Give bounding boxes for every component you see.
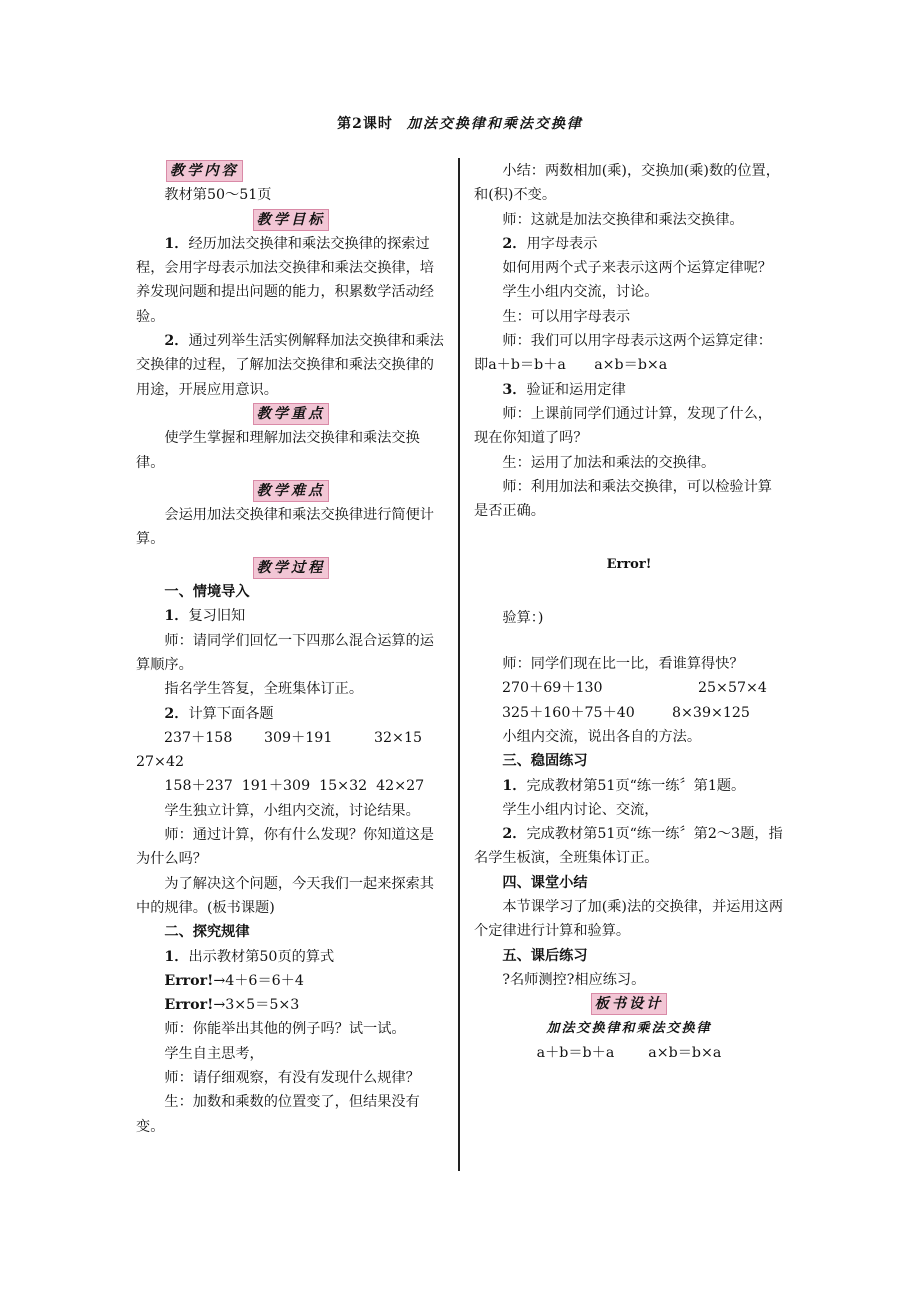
text-t8: 师：请仔细观察，有没有发现什么规律？ [164, 1069, 420, 1086]
board-formulas [474, 1041, 784, 1065]
step-2-1: 1．出示教材第50页的算式 [164, 948, 335, 965]
column-divider [458, 158, 460, 1171]
text-t5: 为了解决这个问题，今天我们一起来探索其中的规律。(板书课题) [136, 875, 434, 916]
text-r19: ?名师测控?相应练习。 [502, 971, 646, 988]
text-r9: 师：上课前同学们通过计算，发现了什么，现在你知道了吗？ [474, 405, 772, 447]
left-column [136, 159, 446, 1139]
text-r18: 本节课学习了加(乘)法的交换律，并运用这两个定律进行计算和验算。 [474, 899, 784, 940]
text-t6: 师：你能举出其他的例子吗？试一试。 [164, 1021, 406, 1038]
practice-1: 1．完成教材第51页“练一练〞第1题。 [502, 777, 746, 794]
heading-goals: 教学目标 [253, 209, 330, 231]
lesson-topic: 加法交换律和乘法交换律 [406, 116, 583, 132]
step-1-1: 1．复习旧知 [164, 608, 246, 625]
content-text: 教材第50～51页 [164, 187, 272, 204]
lesson-number: 第2课时 [337, 116, 393, 132]
text-r7: 师：我们可以用字母表示这两个运算定律：即a＋b＝b＋a a×b＝b×a [474, 333, 772, 374]
calc-row-1: 237＋158 309＋191 32×15 [164, 729, 422, 746]
section-4-heading: 四、课堂小结 [502, 874, 588, 891]
error-text: Error! [606, 557, 652, 573]
board-title: 加法交换律和乘法交换律 [546, 1020, 712, 1036]
board-formula-mul: a×b＝b×a [648, 1044, 722, 1061]
text-t9: 生：加数和乘数的位置变了，但结果没有变。 [136, 1094, 420, 1135]
lesson-title [0, 113, 920, 133]
right-column [474, 159, 784, 1065]
difficulty-text: 会运用加法交换律和乘法交换律进行简便计算。 [136, 507, 434, 548]
calc-right-2: 325＋160＋75＋40 8×39×125 [502, 704, 750, 721]
text-t4: 师：通过计算，你有什么发现？你知道这是为什么吗？ [136, 827, 434, 868]
step-3: 3．验证和运用定律 [502, 381, 626, 398]
key-text: 使学生掌握和理解加法交换律和乘法交换律。 [136, 430, 420, 471]
heading-key-points: 教学重点 [253, 403, 330, 425]
section-1-heading: 一、情境导入 [164, 584, 250, 601]
summary-text: 小结：两数相加(乘)，交换加(乘)数的位置，和(积)不变。 [474, 163, 780, 204]
board-formula-add: a＋b＝b＋a [536, 1044, 615, 1061]
text-t2: 指名学生答复，全班集体订正。 [164, 681, 364, 698]
heading-content: 教学内容 [166, 160, 243, 182]
equation-1: Error!→4＋6＝6＋4 [164, 972, 304, 989]
equation-2: Error!→3×5＝5×3 [164, 997, 300, 1014]
section-2-heading: 二、探究规律 [164, 924, 250, 941]
heading-process: 教学过程 [253, 557, 330, 579]
text-r2: 师：这就是加法交换律和乘法交换律。 [502, 211, 744, 228]
practice-2: 2．完成教材第51页“练一练〞第2～3题，指名学生板演，全班集体订正。 [474, 826, 783, 867]
text-r5: 学生小组内交流，讨论。 [502, 284, 659, 301]
text-r11: 师：利用加法和乘法交换律，可以检验计算是否正确。 [474, 478, 772, 520]
section-5-heading: 五、课后练习 [502, 947, 588, 964]
text-t7: 学生自主思考， [164, 1045, 264, 1062]
text-t3: 学生独立计算，小组内交流，讨论结果。 [164, 802, 420, 819]
text-t1: 师：请同学们回忆一下四那么混合运算的运算顺序。 [136, 632, 434, 673]
goal-2: 2．通过列举生活实例解释加法交换律和乘法交换律的过程，了解加法交换律和乘法交换律的用途，开展应用意识。 [136, 333, 444, 398]
section-3-heading: 三、稳固练习 [502, 753, 588, 770]
step-1-2: 2．计算下面各题 [164, 705, 274, 722]
text-r13: 师：同学们现在比一比，看谁算得快？ [502, 656, 744, 673]
heading-difficulties: 教学难点 [253, 480, 330, 502]
calc-row-2: 158＋237 191＋309 15×32 42×27 [164, 778, 425, 795]
heading-board-design: 板书设计 [591, 993, 668, 1015]
verify-text: 验算：) [502, 609, 544, 626]
text-r4: 如何用两个式子来表示这两个运算定律呢？ [502, 260, 772, 277]
calc-right-1: 270＋69＋130 25×57×4 [502, 680, 767, 697]
text-r6: 生：可以用字母表示 [502, 308, 631, 325]
text-r16: 学生小组内讨论、交流， [502, 801, 659, 818]
step-2: 2．用字母表示 [502, 235, 598, 252]
goal-1: 1．经历加法交换律和乘法交换律的探索过程，会用字母表示加法交换律和乘法交换律，培养发现问题和提出问题的能力，积累数学活动经验。 [136, 235, 434, 325]
text-r10: 生：运用了加法和乘法的交换律。 [502, 454, 716, 471]
text-r14: 小组内交流，说出各自的方法。 [502, 728, 702, 745]
calc-row-1b: 27×42 [136, 754, 184, 771]
